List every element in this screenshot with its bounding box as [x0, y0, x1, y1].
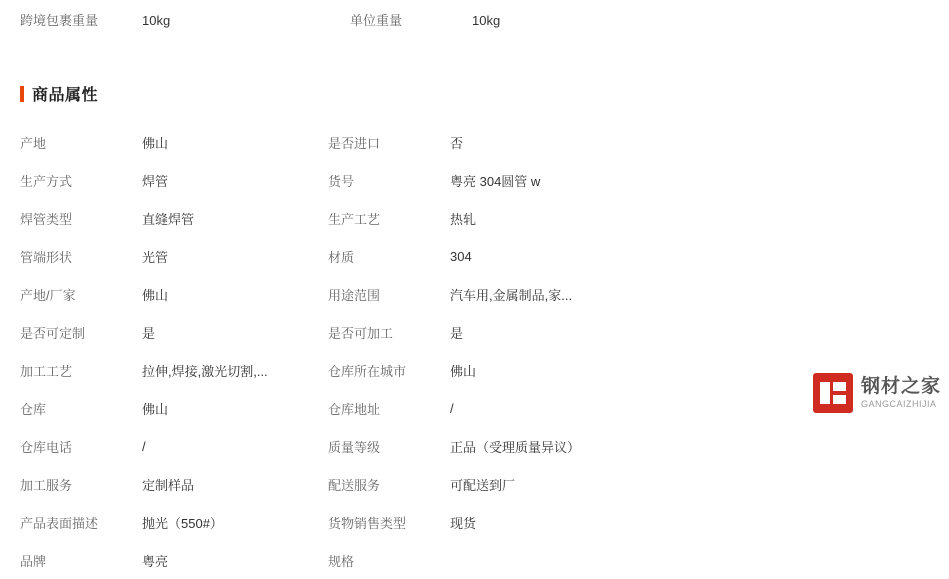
attribute-value: 现货 [450, 515, 477, 531]
attribute-cell [20, 465, 328, 503]
watermark-name-cn: 钢材之家 [860, 376, 941, 397]
attribute-value: 光管 [142, 249, 169, 265]
attribute-cell [20, 123, 328, 161]
attribute-value: / [450, 400, 454, 416]
attribute-label: 产地 [20, 135, 47, 151]
attribute-label: 货号 [328, 173, 355, 189]
attribute-value: 304 [450, 248, 472, 264]
attribute-value: 直缝焊管 [142, 211, 195, 227]
attribute-label: 品牌 [20, 553, 47, 569]
site-watermark [813, 370, 941, 416]
attribute-cell [328, 237, 636, 275]
attribute-value: 热轧 [450, 211, 477, 227]
attribute-cell [20, 351, 328, 389]
attribute-label: 仓库电话 [20, 439, 73, 455]
attribute-cell [20, 541, 328, 579]
attribute-value: / [142, 438, 146, 454]
attribute-value: 是 [450, 325, 464, 341]
attribute-label: 货物销售类型 [328, 515, 407, 531]
attribute-value: 焊管 [142, 173, 169, 189]
attribute-cell [20, 313, 328, 351]
attribute-cell [20, 237, 328, 275]
attribute-cell [20, 199, 328, 237]
attribute-grid [0, 123, 949, 579]
spec-item-cross-border-weight [20, 12, 350, 44]
attribute-value: 否 [450, 135, 464, 151]
attribute-value: 可配送到厂 [450, 477, 516, 493]
watermark-text [861, 376, 941, 410]
attribute-cell [328, 351, 636, 389]
attribute-cell [328, 427, 636, 465]
attribute-value: 粤亮 304圆管 w [450, 173, 541, 189]
attribute-cell [328, 465, 636, 503]
attribute-label: 质量等级 [328, 439, 381, 455]
spec-value: 10kg [142, 13, 171, 28]
section-header-product-attributes [20, 82, 949, 105]
section-title: 商品属性 [32, 87, 99, 104]
attribute-label: 仓库地址 [328, 401, 381, 417]
attribute-value: 抛光（550#） [142, 515, 223, 531]
attribute-label: 规格 [328, 553, 355, 569]
attribute-cell [328, 123, 636, 161]
attribute-label: 仓库 [20, 401, 47, 417]
attribute-label: 用途范围 [328, 287, 381, 303]
attribute-cell [328, 541, 636, 579]
attribute-cell [20, 503, 328, 541]
spec-item-unit-weight [350, 12, 660, 44]
attribute-label: 生产方式 [20, 173, 73, 189]
attribute-label: 管端形状 [20, 249, 73, 265]
attribute-label: 焊管类型 [20, 211, 73, 227]
attribute-label: 产地/厂家 [20, 287, 76, 303]
attribute-value: 佛山 [142, 401, 169, 417]
attribute-label: 是否可定制 [20, 325, 86, 341]
spec-label: 跨境包裹重量 [20, 13, 99, 28]
attribute-cell [20, 427, 328, 465]
attribute-label: 生产工艺 [328, 211, 381, 227]
attribute-label: 加工工艺 [20, 363, 73, 379]
attribute-value: 正品（受理质量异议） [450, 439, 581, 455]
attribute-cell [328, 161, 636, 199]
attribute-cell [328, 275, 636, 313]
attribute-label: 配送服务 [328, 477, 381, 493]
attribute-label: 加工服务 [20, 477, 73, 493]
spec-value: 10kg [472, 13, 501, 28]
attribute-value: 是 [142, 325, 156, 341]
attribute-label: 产品表面描述 [20, 515, 99, 531]
attribute-value: 佛山 [450, 363, 477, 379]
accent-bar-icon [20, 86, 24, 102]
attribute-label: 是否进口 [328, 135, 381, 151]
attribute-value: 拉伸,焊接,激光切割,... [142, 363, 268, 379]
attribute-value: 粤亮 [142, 553, 169, 569]
attribute-cell [328, 199, 636, 237]
attribute-cell [20, 275, 328, 313]
attribute-label: 仓库所在城市 [328, 363, 407, 379]
attribute-cell [20, 389, 328, 427]
attribute-cell [328, 313, 636, 351]
attribute-cell [328, 503, 636, 541]
attribute-cell [20, 161, 328, 199]
watermark-name-en: GANGCAIZHIJIA [860, 399, 937, 409]
attribute-value: 汽车用,金属制品,家... [450, 287, 573, 303]
spec-label: 单位重量 [350, 13, 403, 28]
attribute-label: 是否可加工 [328, 325, 394, 341]
attribute-value: 定制样品 [142, 477, 195, 493]
logo-mark-icon [813, 373, 853, 413]
attribute-cell [328, 389, 636, 427]
attribute-label: 材质 [328, 249, 355, 265]
attribute-value: 佛山 [142, 287, 169, 303]
attribute-value: 佛山 [142, 135, 169, 151]
top-spec-row [0, 0, 949, 44]
